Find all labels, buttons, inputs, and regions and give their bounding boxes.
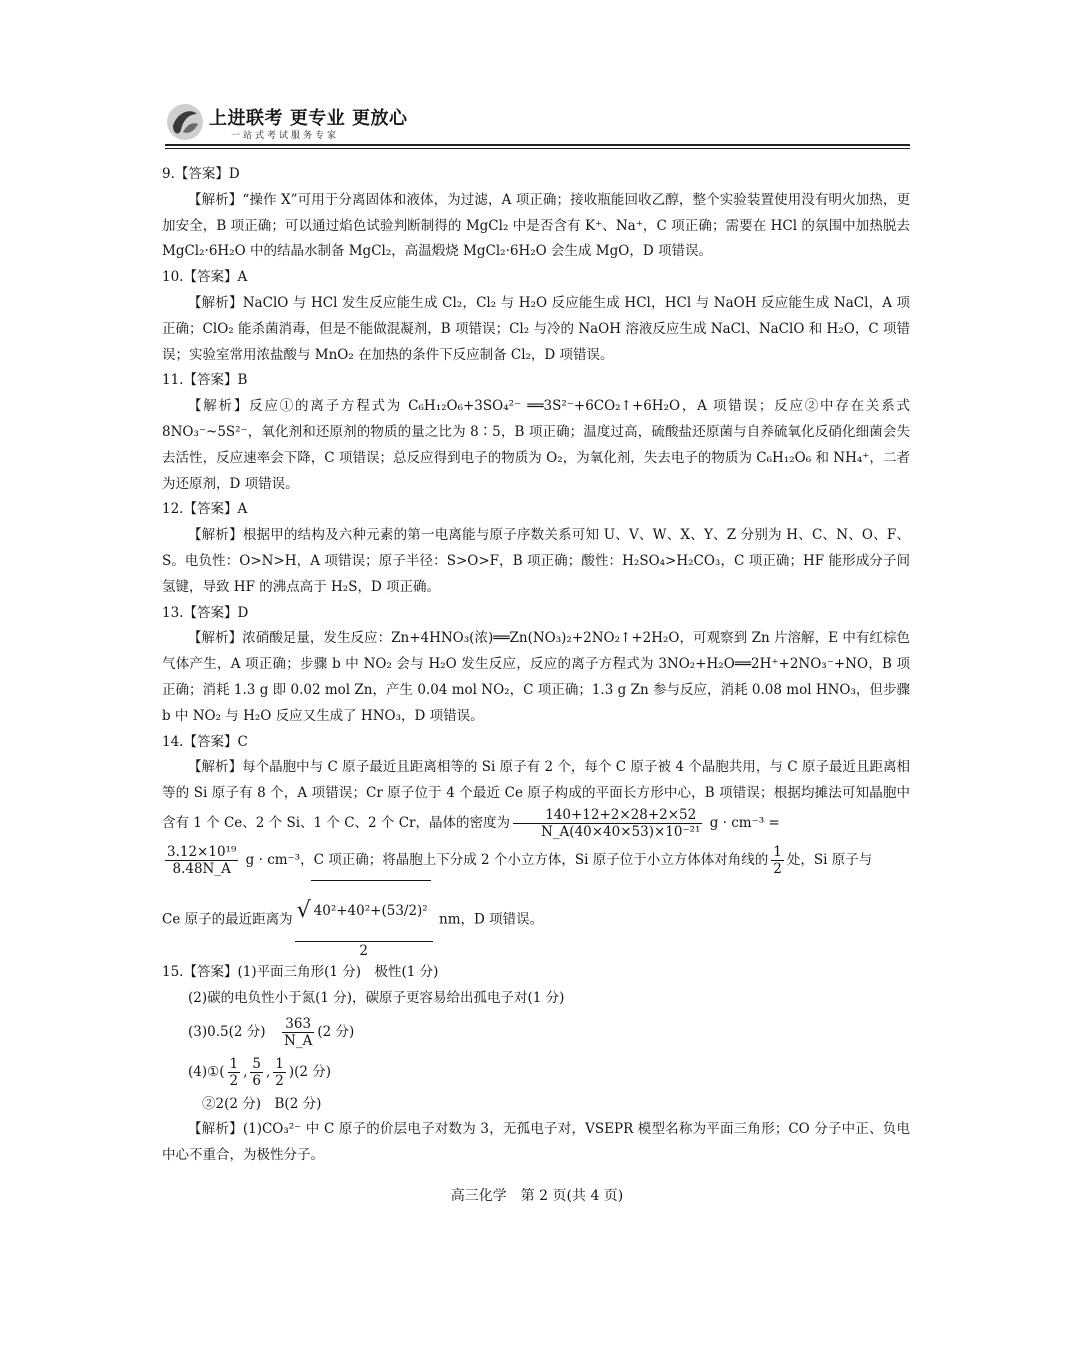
q15-line-3-post: (2 分) <box>317 1023 355 1040</box>
q14-analysis-d: Ce 原子的最近距离为 <box>162 911 293 928</box>
half-numerator: 1 <box>773 843 782 860</box>
molar-numerator: 363 <box>282 1016 314 1033</box>
q15-line-5: ②2(2 分) B(2 分) <box>202 1095 322 1112</box>
q10-analysis: 【解析】NaClO 与 HCl 发生反应能生成 Cl₂，Cl₂ 与 H₂O 反应能生成 HCl，HCl 与 NaOH 反应能生成 NaCl，A 项正确；ClO₂ 能杀菌消毒，但是不能做混凝剂，B 项错误；Cl₂ 与冷的 NaOH 溶液反应生成 NaCl、NaClO 和 H₂O，C 项错误；实验室常用浓盐酸与 MnO₂ 在加热的条件下反应制备 Cl₂，D 项错误。 <box>162 294 910 363</box>
half-denominator: 2 <box>773 860 782 877</box>
q12-analysis: 【解析】根据甲的结构及六种元素的第一电离能与原子序数关系可知 U、V、W、X、Y、Z 分别为 H、C、N、O、F、S。电负性：O>N>H，A 项错误；原子半径：S>O>F，B 项正确；酸性：H₂SO₄>H₂CO₃，C 项正确；HF 能形成分子间氢键，导致 HF 的沸点高于 H₂S，D 项正确。 <box>162 527 910 595</box>
density-denominator: N_A(40×40×53)×10⁻²¹ <box>540 823 701 840</box>
molar-fraction <box>282 1016 314 1049</box>
q15-line-4-pre: (4)①( <box>188 1063 225 1080</box>
q14-line-distance <box>162 880 910 960</box>
q15-line-3-pre: (3)0.5(2 分) <box>188 1023 266 1040</box>
q15-answer: 15.【答案】(1)平面三角形(1 分) 极性(1 分) <box>162 963 439 980</box>
coord-2-denominator: 6 <box>252 1072 261 1089</box>
q14-analysis-c: 处，Si 原子与 <box>786 851 873 868</box>
distance-numerator <box>295 880 433 942</box>
q12-answer: 12.【答案】A <box>162 501 248 518</box>
distance-denominator: 2 <box>359 942 368 959</box>
q15-line-2: (2)碳的电负性小于氮(1 分)，碳原子更容易给出孤电子对(1 分) <box>188 989 565 1006</box>
molar-denominator: N_A <box>284 1032 313 1049</box>
q9-analysis: 【解析】“操作 X”可用于分离固体和液体，为过滤，A 项正确；接收瓶能回收乙醇，整个实验装置使用没有明火加热，更加安全，B 项正确；可以通过焰色试验判断制得的 MgCl₂ 中是否含有 K⁺、Na⁺，C 项正确；需要在 HCl 的氛围中加热脱去 MgCl₂·6H₂O 中的结晶水制备 MgCl₂，高温煅烧 MgCl₂·6H₂O 会生成 MgO，D 项错误。 <box>162 191 910 260</box>
coord-1-numerator: 1 <box>229 1055 239 1072</box>
q15-line-3 <box>162 1012 910 1052</box>
q13-answer: 13.【答案】D <box>162 604 249 621</box>
sqrt-sign-icon: √ <box>296 897 311 923</box>
q15-line-4: (4)①( $\frac{1}{2}$ , $\frac{5}{6}$ , $\frac{1}{2}$ )(2 分) <box>188 1055 332 1089</box>
density-fraction <box>513 807 702 840</box>
page-header <box>165 98 910 150</box>
q14-analysis-e: nm，D 项错误。 <box>439 911 544 928</box>
coord-fraction-3 <box>273 1056 286 1089</box>
brand-logo-icon <box>165 102 205 142</box>
q14-line-value <box>162 840 910 880</box>
density-numerator: 140+12+2×28+2×52 <box>513 807 702 824</box>
q14-answer: 14.【答案】C <box>162 733 248 750</box>
header-rule-thin <box>165 148 910 149</box>
q9-answer: 9.【答案】D <box>162 166 240 182</box>
distance-radicand: 40²+40²+(53/2)² <box>311 880 431 939</box>
value-numerator: 3.12×10¹⁹ <box>167 843 237 860</box>
half-fraction <box>771 844 784 877</box>
coord-fraction-2 <box>250 1056 263 1089</box>
coord-3-numerator: 1 <box>275 1055 284 1072</box>
coord-3-denominator: 2 <box>275 1072 284 1089</box>
q11-answer: 11.【答案】B <box>162 372 248 389</box>
coord-2-numerator: 5 <box>252 1055 261 1072</box>
q15-analysis: 【解析】(1)CO₃²⁻ 中 C 原子的价层电子对数为 3，无孤电子对，VSEPR 模型名称为平面三角形；CO 分子中正、负电中心不重合，为极性分子。 <box>162 1121 910 1164</box>
distance-fraction <box>295 880 433 960</box>
header-rule-thick <box>165 144 910 146</box>
answer-content <box>162 162 910 1169</box>
header-tagline: 一站式考试服务专家 <box>231 131 340 141</box>
q14-analysis-b: g · cm⁻³，C 项正确；将晶胞上下分成 2 个小立方体，Si 原子位于小立方体体对角线的 <box>245 851 769 868</box>
value-fraction <box>165 844 238 877</box>
q11-analysis: 【解析】反应①的离子方程式为 C₆H₁₂O₆+3SO₄²⁻ ══3S²⁻+6CO₂↑+6H₂O，A 项错误；反应②中存在关系式 8NO₃⁻~5S²⁻，氧化剂和还原剂的物质的量之比为 8∶5，B 项正确；温度过高，硫酸盐还原菌与自养硫氧化反硝化细菌会失去活性，反应速率会下降，C 项错误；总反应得到电子的物质为 O₂，为氧化剂，失去电子的物质为 C₆H₁₂O₆ 和 NH₄⁺，二者为还原剂，D 项错误。 <box>162 398 910 492</box>
header-slogan: 上进联考 更专业 更放心 <box>209 108 408 129</box>
q10-answer: 10.【答案】A <box>162 269 248 286</box>
q15-line-4-post: )(2 分) <box>288 1063 332 1080</box>
q14-analysis-a: 【解析】每个晶胞中与 C 原子最近且距离相等的 Si 原子有 2 个，每个 C 原子被 4 个晶胞共用，与 C 原子最近且距离相等的 Si 原子有 8 个，A 项错误；Cr 原子位于 4 个最近 Ce 原子构成的平面长方形中心，B 项错误；根据均摊法可知晶胞中含有 1 个 Ce、2 个 Si、1 个 C、2 个 Cr，晶体的密度为 <box>162 759 910 831</box>
q14-analysis <box>162 755 910 840</box>
q13-analysis: 【解析】浓硝酸足量，发生反应：Zn+4HNO₃(浓)══Zn(NO₃)₂+2NO₂↑+2H₂O，可观察到 Zn 片溶解，E 中有红棕色气体产生，A 项正确；步骤 b 中 NO₂ 会与 H₂O 发生反应，反应的离子方程式为 3NO₂+H₂O══2H⁺+2NO₃⁻+NO，B 项正确；消耗 1.3 g 即 0.02 mol Zn，产生 0.04 mol NO₂，C 项正确；1.3 g Zn 参与反应，消耗 0.08 mol HNO₃，但步骤 b 中 NO₂ 与 H₂O 反应又生成了 HNO₃，D 项错误。 <box>162 630 910 724</box>
coord-1-denominator: 2 <box>229 1072 239 1089</box>
page-footer: 高三化学 第 2 页(共 4 页) <box>450 1188 624 1204</box>
density-unit: g · cm⁻³ = <box>709 814 780 831</box>
coord-fraction-1 <box>228 1056 241 1089</box>
value-denominator: 8.48N_A <box>172 860 231 877</box>
